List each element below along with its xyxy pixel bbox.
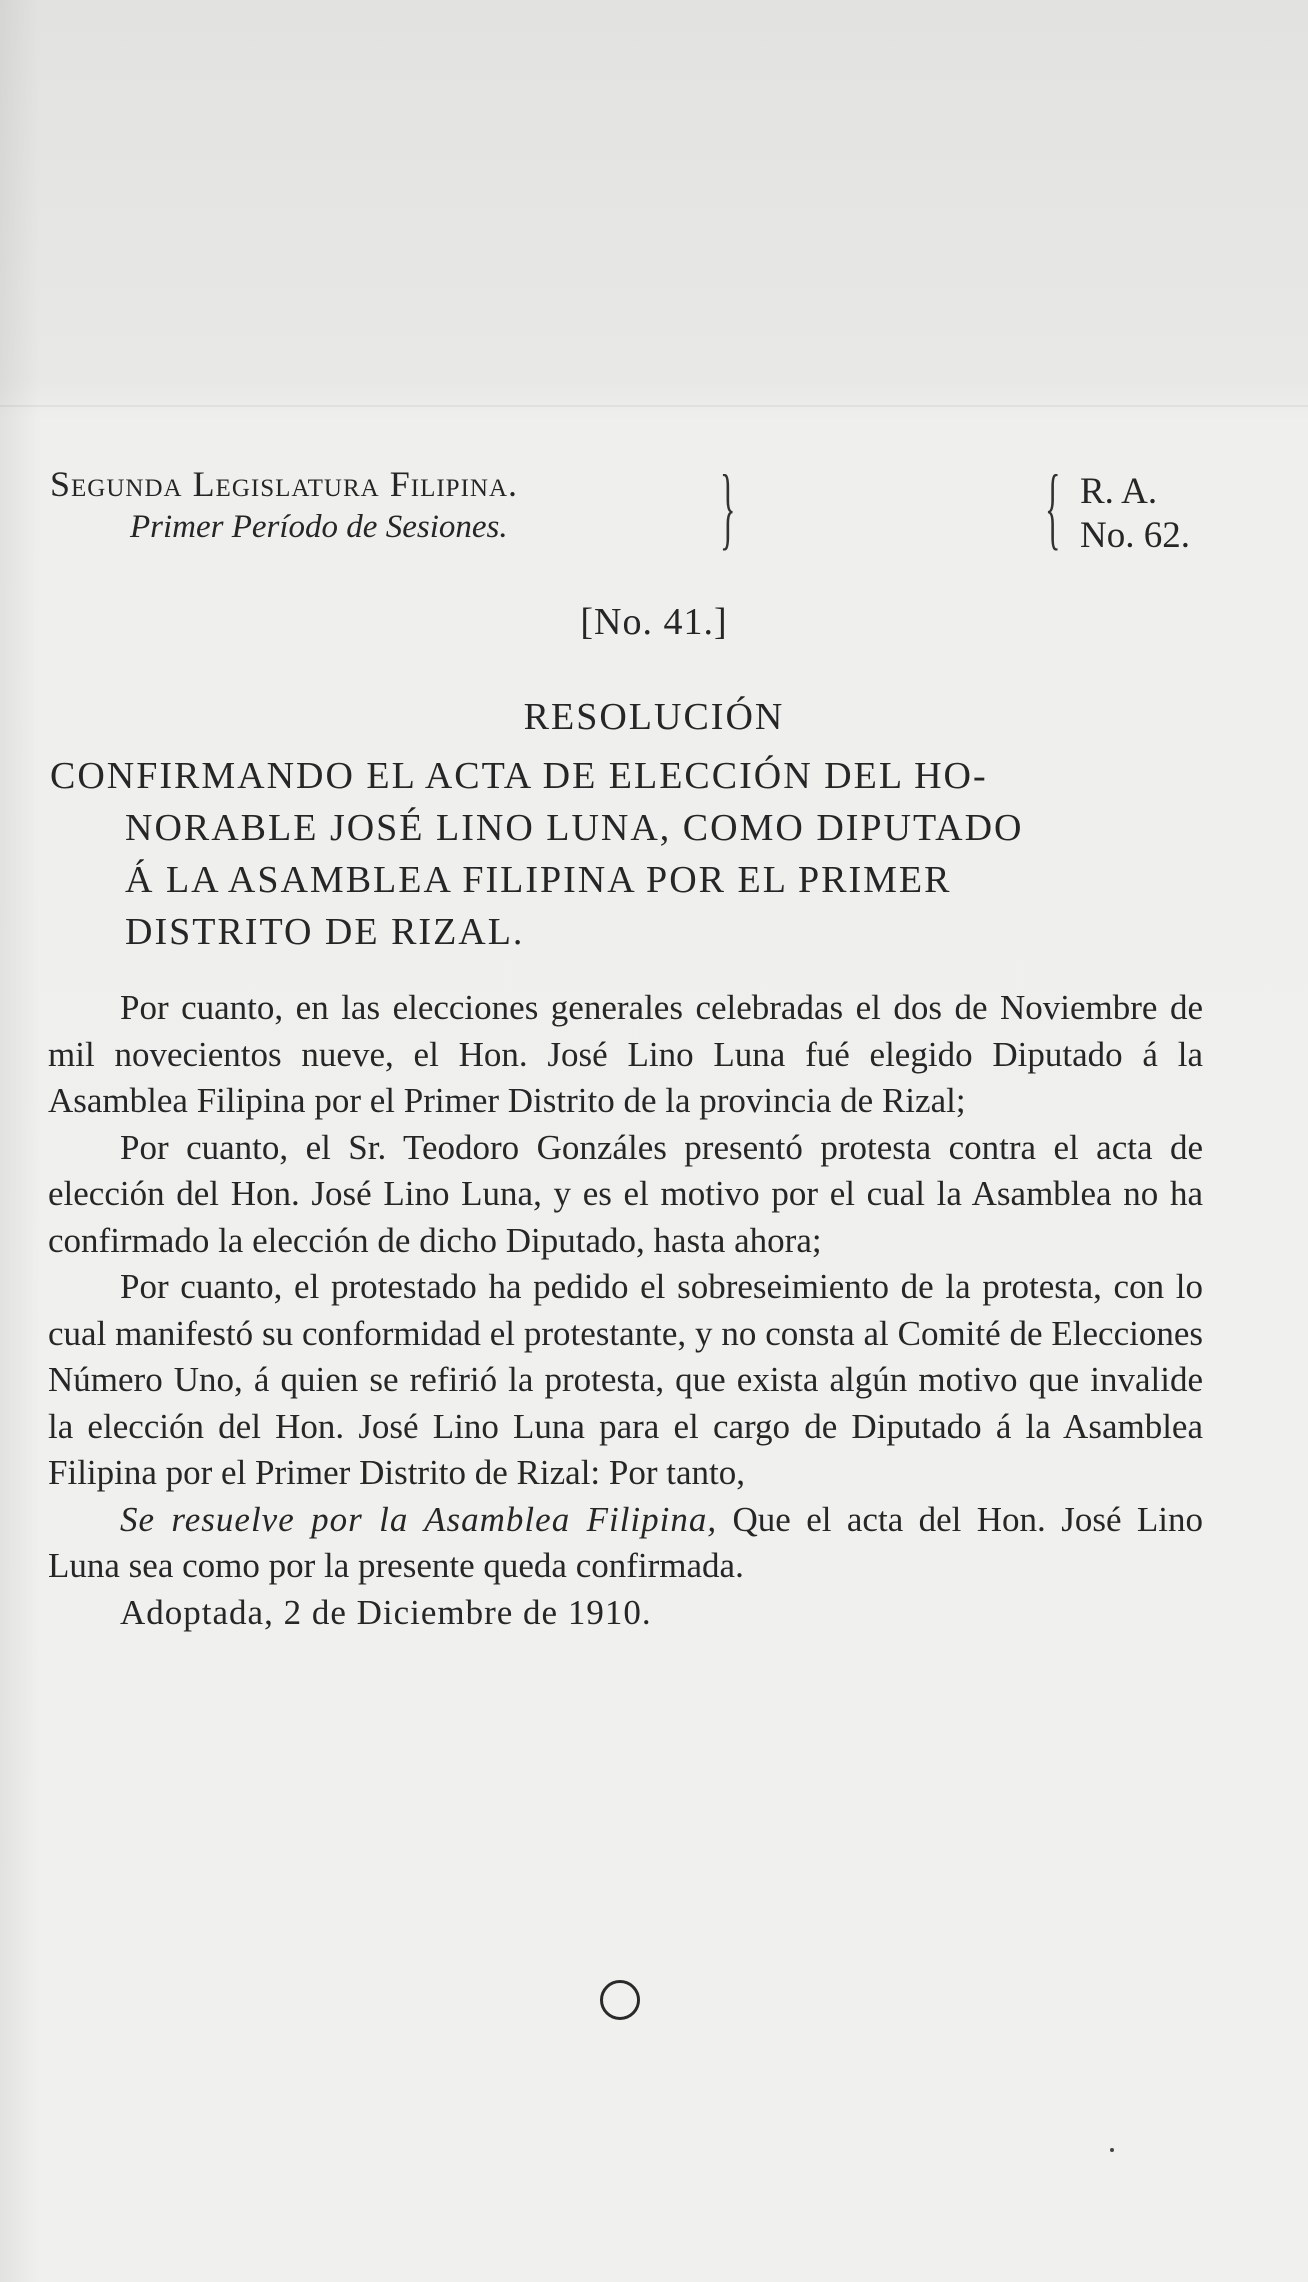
session-name: Primer Período de Sesiones.: [130, 509, 508, 545]
legislature-name: Segunda Legislatura Filipina.: [50, 464, 518, 504]
whereas-paragraph: Por cuanto, en las elecciones generales celebradas el dos de Noviembre de mil novecientos nueve, el Hon. José Lino Luna fué elegido Diputado á la Asamblea Filipina por el Primer Distrito de la provincia de Rizal;: [48, 988, 1203, 1120]
whereas-paragraph: Por cuanto, el Sr. Teodoro Gonzáles presentó protesta contra el acta de elección del Hon. José Lino Luna, y es el motivo por el cual la Asamblea no ha confirmado la elección de dicho Diputado, hasta ahora;: [48, 1127, 1203, 1260]
scan-speck: [1110, 2148, 1114, 2152]
adoption-date: Adoptada, 2 de Diciembre de 1910.: [120, 1592, 652, 1632]
scan-shadow: [0, 0, 40, 2282]
header-right: [1080, 470, 1280, 558]
whereas-paragraph: Por cuanto, el protestado ha pedido el sobreseimiento de la protesta, con lo cual manifestó su conformidad el protestante, y no consta al Comité de Elecciones Número Uno, á quien se refirió la protesta, que exista algún motivo que invalide la elección del Hon. José Lino Luna para el cargo de Diputado á la Asamblea Filipina por el Primer Distrito de Rizal: Por tanto,: [48, 1267, 1203, 1492]
resolution-body: [48, 985, 1203, 1636]
brace-left: }: [720, 456, 736, 558]
subtitle-line: NORABLE JOSÉ LINO LUNA, COMO DIPUTADO: [125, 807, 1024, 849]
subtitle-line: Á LA ASAMBLEA FILIPINA POR EL PRIMER: [125, 859, 952, 901]
resolve-text: Que el acta del Hon. José Lino Luna sea como por la presente queda confirmada.: [48, 1499, 1203, 1585]
document-number: [No. 41.]: [580, 601, 728, 643]
resolution-paragraph: [48, 1497, 1203, 1590]
brace-right: {: [1045, 456, 1061, 558]
circle-ornament: [600, 1980, 640, 2020]
subtitle-line: CONFIRMANDO EL ACTA DE ELECCIÓN DEL HO-: [50, 755, 988, 797]
subtitle-line: DISTRITO DE RIZAL.: [125, 911, 525, 953]
page-fold: [0, 405, 1308, 407]
resolution-subtitle: [50, 750, 1200, 958]
ra-label: R. A.: [1080, 471, 1158, 512]
header-left: [50, 462, 750, 548]
resolve-lead: Se resuelve por la Asamblea Filipina,: [120, 1499, 718, 1539]
resolution-title: RESOLUCIÓN: [523, 696, 785, 738]
ra-number: No. 62.: [1080, 515, 1190, 556]
